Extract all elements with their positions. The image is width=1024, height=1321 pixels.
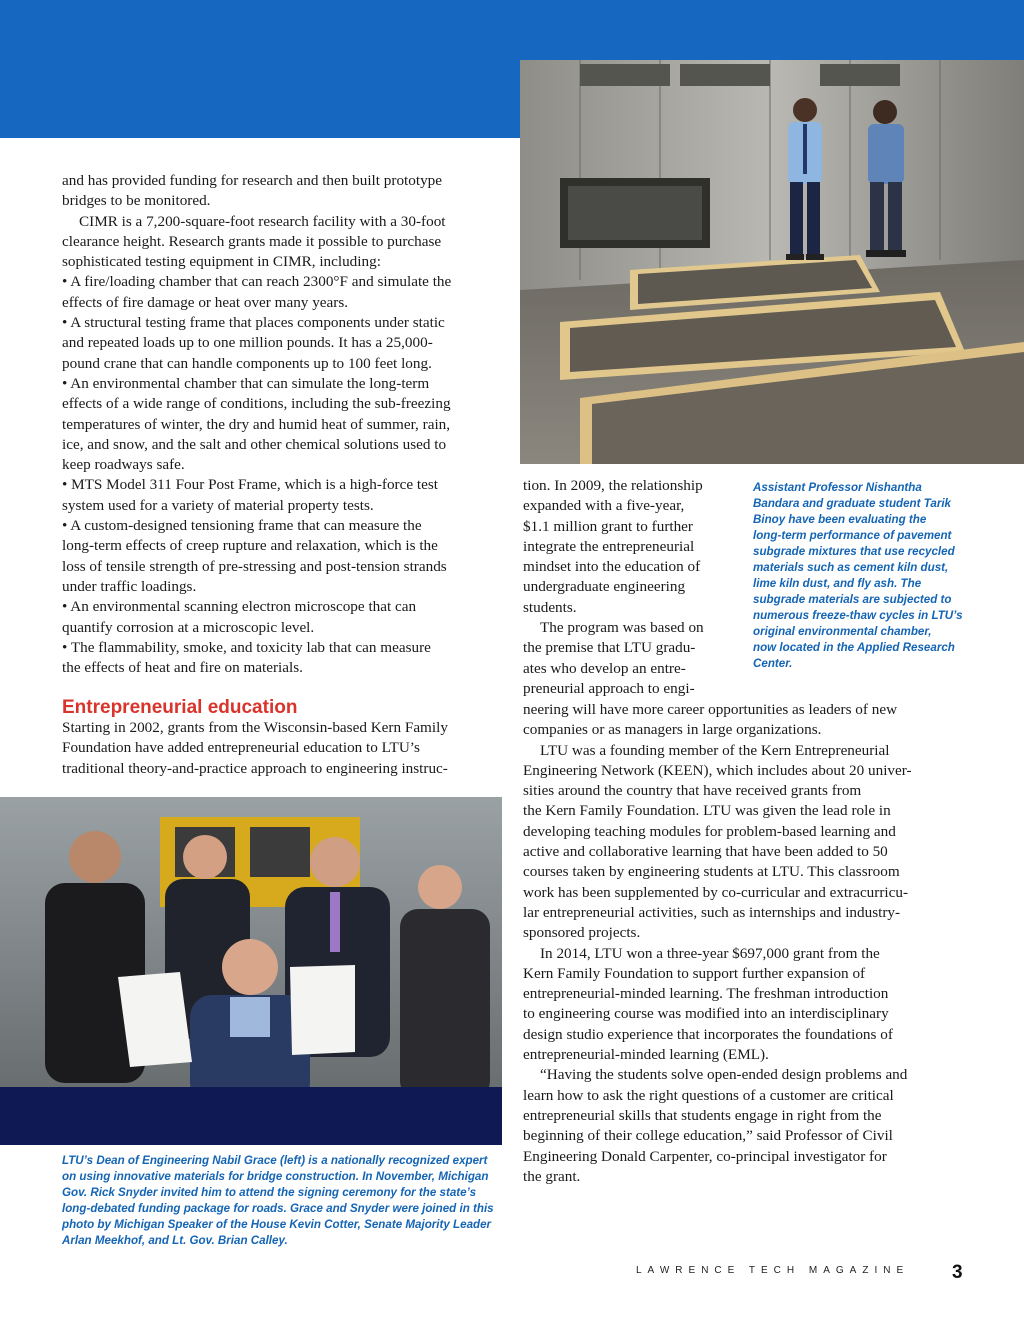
text-line: beginning of their college education,” said Professor of Civil — [523, 1127, 893, 1145]
text-line: Engineering Network (KEEN), which includes about 20 univer- — [523, 761, 912, 779]
text-line: pound crane that can handle components up to 100 feet long. — [62, 354, 432, 372]
text-line: and has provided funding for research and then built prototype — [62, 172, 442, 189]
text-line: sophisticated testing equipment in CIMR, including: — [62, 253, 381, 271]
text-line: students. — [523, 598, 577, 616]
chamber-photo-caption — [753, 480, 963, 672]
caption-line: original environmental chamber, — [753, 625, 932, 638]
left-column-text-2 — [62, 718, 502, 779]
text-line: neering will have more career opportunities as leaders of new — [523, 701, 898, 718]
text-line: In 2014, LTU won a three-year $697,000 grant from the — [540, 944, 880, 962]
text-line: • An environmental scanning electron microscope that can — [62, 598, 417, 616]
text-line: expanded with a five-year, — [523, 497, 685, 515]
text-line: CIMR is a 7,200-square-foot research facility with a 30-foot — [79, 212, 446, 230]
text-line: mindset into the education of — [523, 558, 701, 576]
text-line: undergraduate engineering — [523, 578, 686, 596]
text-line: Foundation have added entrepreneurial education to LTU’s — [62, 739, 420, 757]
caption-line: now located in the Applied Research — [753, 641, 955, 654]
text-line: developing teaching modules for problem-based learning and — [523, 822, 896, 840]
caption-line: Center. — [753, 657, 793, 670]
text-line: Starting in 2002, grants from the Wisconsin-based Kern Family — [62, 719, 448, 736]
caption-line: on using innovative materials for bridge construction. In November, Michigan — [62, 1170, 489, 1183]
text-line: tion. In 2009, the relationship — [523, 477, 703, 494]
text-line: ice, and snow, and the salt and other chemical solutions used to — [62, 435, 447, 453]
text-line: The program was based on — [540, 619, 704, 637]
caption-line: Gov. Rick Snyder invited him to attend the signing ceremony for the state’s — [62, 1186, 477, 1199]
text-line: effects of a wide range of conditions, including the sub-freezing — [62, 395, 451, 413]
text-line: the premise that LTU gradu- — [523, 639, 696, 657]
caption-line: long-term performance of pavement — [753, 529, 952, 542]
text-line: system used for a variety of material property tests. — [62, 496, 374, 514]
text-line: effects of fire damage or heat over many years. — [62, 293, 349, 311]
text-line: the Kern Family Foundation. LTU was given the lead role in — [523, 802, 891, 820]
caption-line: long-debated funding package for roads. Grace and Snyder were joined in this — [62, 1202, 494, 1215]
text-line: courses taken by engineering students at LTU. This classroom — [523, 863, 900, 881]
text-line: • A fire/loading chamber that can reach 2300°F and simulate the — [62, 273, 452, 291]
text-line: temperatures of winter, the dry and humid heat of summer, rain, — [62, 415, 451, 433]
text-line: active and collaborative learning that have been added to 50 — [523, 843, 888, 861]
caption-line: materials such as cement kiln dust, — [753, 561, 949, 574]
text-line: under traffic loadings. — [62, 577, 197, 595]
magazine-footer: LAWRENCE TECH MAGAZINE — [636, 1265, 910, 1276]
text-line: clearance height. Research grants made it possible to purchase — [62, 232, 442, 250]
text-line: $1.1 million grant to further — [523, 517, 693, 535]
caption-line: lime kiln dust, and fly ash. The — [753, 577, 922, 590]
caption-line: Bandara and graduate student Tarik — [753, 497, 951, 510]
page-number: 3 — [952, 1262, 963, 1283]
caption-line: subgrade materials are subjected to — [753, 593, 952, 606]
text-line: • A custom-designed tensioning frame that can measure the — [62, 517, 422, 535]
text-line: Kern Family Foundation to support further expansion of — [523, 964, 866, 982]
signing-photo — [0, 797, 502, 1145]
right-column-wide-text — [523, 700, 973, 1187]
left-column-text — [62, 171, 502, 678]
text-line: bridges to be monitored. — [62, 192, 211, 210]
text-line: • MTS Model 311 Four Post Frame, which is a high-force test — [62, 476, 438, 494]
text-line: the grant. — [523, 1167, 581, 1185]
text-line: traditional theory-and-practice approach to engineering instruc- — [62, 759, 448, 777]
text-line: to engineering course was modified into an interdisciplinary — [523, 1005, 889, 1023]
text-line: long-term effects of creep rupture and relaxation, which is the — [62, 537, 438, 555]
caption-line: Assistant Professor Nishantha — [753, 481, 922, 494]
text-line: learn how to ask the right questions of a customer are critical — [523, 1086, 894, 1104]
text-line: integrate the entrepreneurial — [523, 537, 695, 555]
text-line: loss of tensile strength of pre-stressing and post-tension strands — [62, 557, 447, 575]
caption-line: Binoy have been evaluating the — [753, 513, 927, 526]
text-line: entrepreneurial skills that students engage in right from the — [523, 1106, 882, 1124]
text-line: • A structural testing frame that places components under static — [62, 314, 445, 332]
text-line: quantify corrosion at a microscopic level. — [62, 618, 315, 636]
section-heading: Entrepreneurial education — [62, 697, 298, 718]
caption-line: Arlan Meekhof, and Lt. Gov. Brian Calley. — [62, 1234, 288, 1247]
text-line: “Having the students solve open-ended design problems and — [540, 1066, 908, 1084]
text-line: entrepreneurial-minded learning (EML). — [523, 1046, 769, 1064]
text-line: Engineering Donald Carpenter, co-principal investigator for — [523, 1147, 887, 1165]
text-line: LTU was a founding member of the Kern Entrepreneurial — [540, 741, 890, 759]
text-line: keep roadways safe. — [62, 456, 185, 474]
text-line: • The flammability, smoke, and toxicity lab that can measure — [62, 638, 431, 656]
caption-line: photo by Michigan Speaker of the House Kevin Cotter, Senate Majority Leader — [62, 1218, 492, 1231]
text-line: and repeated loads up to one million pounds. It has a 25,000- — [62, 334, 433, 352]
text-line: work has been supplemented by co-curricular and extracurricu- — [523, 883, 909, 901]
text-line: preneurial approach to engi- — [523, 679, 695, 697]
text-line: sities around the country that have received grants from — [523, 782, 862, 800]
right-column-narrow-text — [523, 476, 743, 699]
text-line: sponsored projects. — [523, 924, 641, 942]
text-line: ates who develop an entre- — [523, 659, 686, 677]
text-line: design studio experience that incorporates the foundations of — [523, 1025, 893, 1043]
text-line: • An environmental chamber that can simulate the long-term — [62, 374, 430, 392]
caption-line: subgrade mixtures that use recycled — [753, 545, 955, 558]
caption-line: LTU’s Dean of Engineering Nabil Grace (left) is a nationally recognized expert — [62, 1154, 488, 1167]
text-line: lar entrepreneurial activities, such as internships and industry- — [523, 903, 901, 921]
signing-photo-caption — [62, 1153, 494, 1249]
caption-line: numerous freeze-thaw cycles in LTU’s — [753, 609, 963, 622]
text-line: the effects of heat and fire on materials. — [62, 659, 303, 677]
text-line: entrepreneurial-minded learning. The freshman introduction — [523, 985, 889, 1003]
text-line: companies or as managers in large organizations. — [523, 721, 822, 739]
chamber-photo — [520, 60, 1024, 464]
